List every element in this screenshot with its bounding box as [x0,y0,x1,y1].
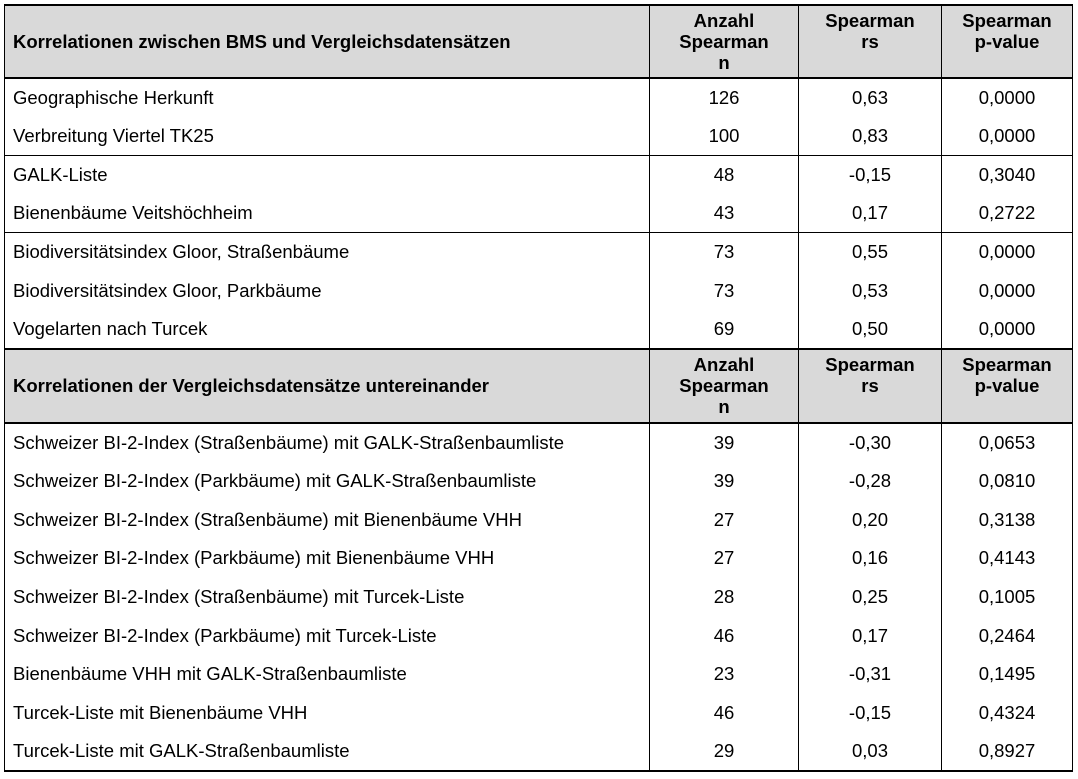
row-label: Schweizer BI-2-Index (Straßenbäume) mit Bienenbäume VHH [5,500,650,539]
row-p: 0,1005 [942,578,1073,617]
table-row [5,310,1073,349]
table-row [5,732,1073,771]
row-p: 0,0000 [942,78,1073,117]
header-line: rs [861,374,879,396]
section2-title: Korrelationen der Vergleichsdatensätze untereinander [5,349,650,423]
row-rs: 0,17 [799,616,942,655]
row-rs: 0,63 [799,78,942,117]
row-label: Turcek-Liste mit GALK-Straßenbaumliste [5,732,650,771]
row-rs: 0,53 [799,271,942,310]
row-p: 0,0000 [942,310,1073,349]
table-row [5,423,1073,462]
row-n: 28 [650,578,799,617]
table-row [5,616,1073,655]
table-row [5,462,1073,501]
section2-header [5,349,1073,423]
header-line: Spearman [679,374,769,396]
table-row [5,78,1073,117]
section2-col-n-header [650,349,799,423]
row-rs: 0,20 [799,500,942,539]
table-row [5,655,1073,694]
row-p: 0,0653 [942,423,1073,462]
row-n: 46 [650,616,799,655]
row-p: 0,3040 [942,155,1073,194]
row-p: 0,0000 [942,271,1073,310]
row-rs: 0,50 [799,310,942,349]
row-p: 0,2464 [942,616,1073,655]
row-label: Bienenbäume VHH mit GALK-Straßenbaumliste [5,655,650,694]
row-n: 29 [650,732,799,771]
table-row [5,271,1073,310]
row-label: Vogelarten nach Turcek [5,310,650,349]
row-p: 0,4143 [942,539,1073,578]
header-line: Spearman [962,353,1052,375]
row-rs: -0,15 [799,694,942,733]
row-p: 0,0810 [942,462,1073,501]
row-rs: -0,15 [799,155,942,194]
row-n: 39 [650,462,799,501]
header-line: Anzahl [693,10,755,31]
header-line: Anzahl [693,353,755,375]
row-p: 0,0000 [942,117,1073,156]
row-n: 39 [650,423,799,462]
table-row [5,155,1073,194]
header-line: rs [861,31,879,52]
table-row [5,539,1073,578]
header-line: p-value [974,374,1040,396]
table-row [5,500,1073,539]
table-row [5,233,1073,272]
row-label: GALK-Liste [5,155,650,194]
section1-col-n-header [650,5,799,78]
row-n: 126 [650,78,799,117]
header-line: n [718,395,730,417]
row-rs: 0,16 [799,539,942,578]
row-n: 27 [650,539,799,578]
row-rs: -0,28 [799,462,942,501]
section1-col-p-header [942,5,1073,78]
row-p: 0,3138 [942,500,1073,539]
table-row [5,694,1073,733]
row-n: 100 [650,117,799,156]
row-n: 73 [650,271,799,310]
row-p: 0,4324 [942,694,1073,733]
row-n: 73 [650,233,799,272]
section1-header [5,5,1073,78]
section1-title: Korrelationen zwischen BMS und Vergleichsdatensätzen [5,5,650,78]
header-line: Spearman [825,353,915,375]
row-n: 27 [650,500,799,539]
row-label: Schweizer BI-2-Index (Parkbäume) mit Bienenbäume VHH [5,539,650,578]
row-label: Bienenbäume Veitshöchheim [5,194,650,233]
row-rs: 0,55 [799,233,942,272]
section2-col-rs-header [799,349,942,423]
row-rs: 0,17 [799,194,942,233]
row-p: 0,2722 [942,194,1073,233]
row-p: 0,8927 [942,732,1073,771]
header-line: Spearman [825,10,915,31]
row-n: 48 [650,155,799,194]
row-n: 46 [650,694,799,733]
row-p: 0,1495 [942,655,1073,694]
header-line: Spearman [962,10,1052,31]
row-n: 23 [650,655,799,694]
row-rs: -0,30 [799,423,942,462]
section1-col-rs-header [799,5,942,78]
row-label: Geographische Herkunft [5,78,650,117]
header-line: n [718,52,730,73]
header-line: p-value [974,31,1040,52]
row-n: 43 [650,194,799,233]
row-label: Turcek-Liste mit Bienenbäume VHH [5,694,650,733]
row-label: Schweizer BI-2-Index (Parkbäume) mit GALK-Straßenbaumliste [5,462,650,501]
row-rs: 0,25 [799,578,942,617]
row-rs: 0,03 [799,732,942,771]
table-row [5,578,1073,617]
row-rs: -0,31 [799,655,942,694]
row-label: Verbreitung Viertel TK25 [5,117,650,156]
header-line: Spearman [679,31,769,52]
row-label: Schweizer BI-2-Index (Straßenbäume) mit Turcek-Liste [5,578,650,617]
row-label: Biodiversitätsindex Gloor, Parkbäume [5,271,650,310]
row-label: Schweizer BI-2-Index (Parkbäume) mit Turcek-Liste [5,616,650,655]
section2-col-p-header [942,349,1073,423]
correlation-table [4,4,1073,772]
row-p: 0,0000 [942,233,1073,272]
table-row [5,117,1073,156]
table-row [5,194,1073,233]
row-n: 69 [650,310,799,349]
row-rs: 0,83 [799,117,942,156]
row-label: Biodiversitätsindex Gloor, Straßenbäume [5,233,650,272]
row-label: Schweizer BI-2-Index (Straßenbäume) mit GALK-Straßenbaumliste [5,423,650,462]
